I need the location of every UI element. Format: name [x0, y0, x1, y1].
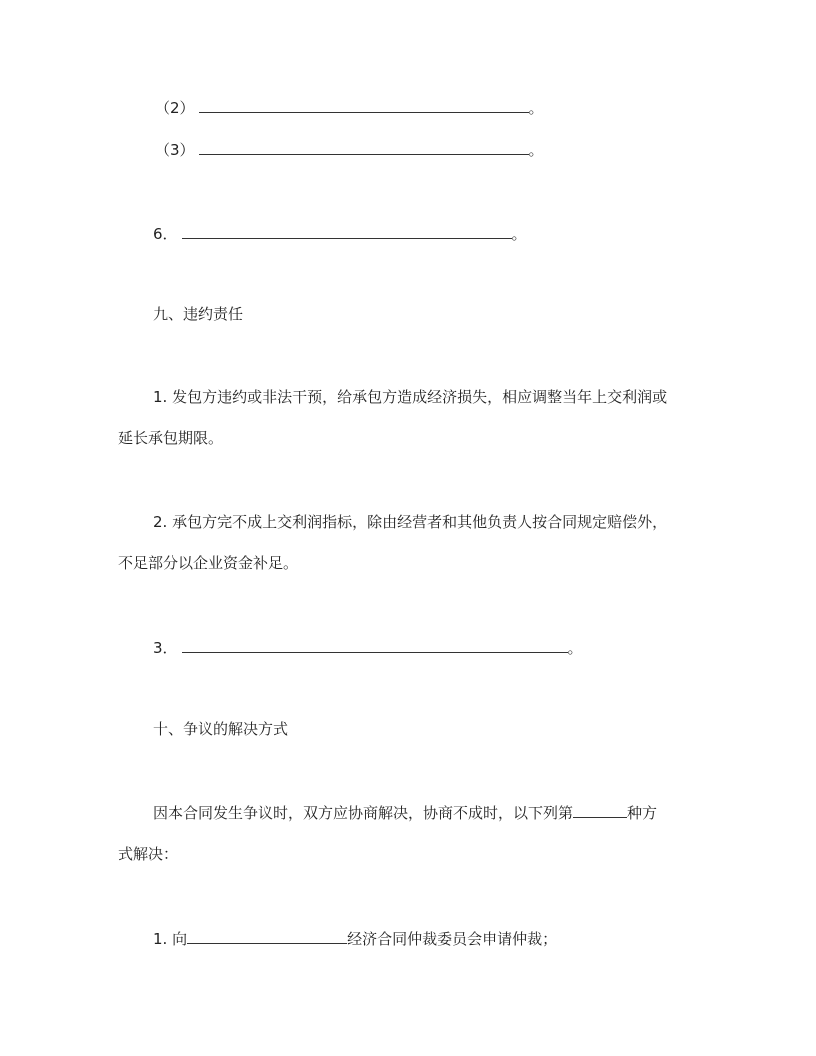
item-3-label: （3） — [155, 141, 195, 159]
section-9-clause-1-line-2: 延长承包期限。 — [118, 429, 224, 447]
section-9-clause-2-line-2: 不足部分以企业资金补足。 — [118, 554, 299, 572]
option-1-text-a: 1. 向 — [153, 930, 188, 948]
section-9-heading: 九、违约责任 — [153, 305, 244, 323]
section-10-intro-line-1 — [153, 802, 657, 823]
item-2-end: 。 — [528, 99, 544, 117]
arbitration-committee-blank[interactable] — [187, 928, 347, 944]
item-2 — [155, 97, 544, 118]
section-9-clause-1-line-1: 1. 发包方违约或非法干预，给承包方造成经济损失，相应调整当年上交利润或 — [153, 388, 668, 406]
item-6-label: 6． — [153, 225, 178, 243]
section-9-clause-3 — [153, 637, 583, 658]
clause-3-end: 。 — [567, 639, 583, 657]
option-1-text-b: 经济合同仲裁委员会申请仲裁； — [347, 930, 558, 948]
section-10-heading: 十、争议的解决方式 — [153, 720, 289, 738]
item-3 — [155, 139, 544, 160]
section-9-clause-2-line-1: 2. 承包方完不成上交利润指标，除由经营者和其他负责人按合同规定赔偿外， — [153, 513, 668, 531]
intro-text-b: 种方 — [627, 804, 658, 822]
item-2-blank[interactable] — [199, 97, 529, 113]
item-3-blank[interactable] — [199, 139, 529, 155]
section-10-option-1 — [153, 928, 557, 949]
intro-text-a: 因本合同发生争议时，双方应协商解决，协商不成时，以下列第 — [153, 804, 574, 822]
clause-3-blank[interactable] — [182, 637, 568, 653]
item-6-end: 。 — [511, 225, 527, 243]
section-10-intro-line-2: 式解决： — [118, 845, 179, 863]
item-3-end: 。 — [528, 141, 544, 159]
method-number-blank[interactable] — [573, 802, 627, 818]
clause-3-label: 3． — [153, 639, 178, 657]
item-6 — [153, 223, 527, 244]
item-2-label: （2） — [155, 99, 195, 117]
item-6-blank[interactable] — [182, 223, 512, 239]
